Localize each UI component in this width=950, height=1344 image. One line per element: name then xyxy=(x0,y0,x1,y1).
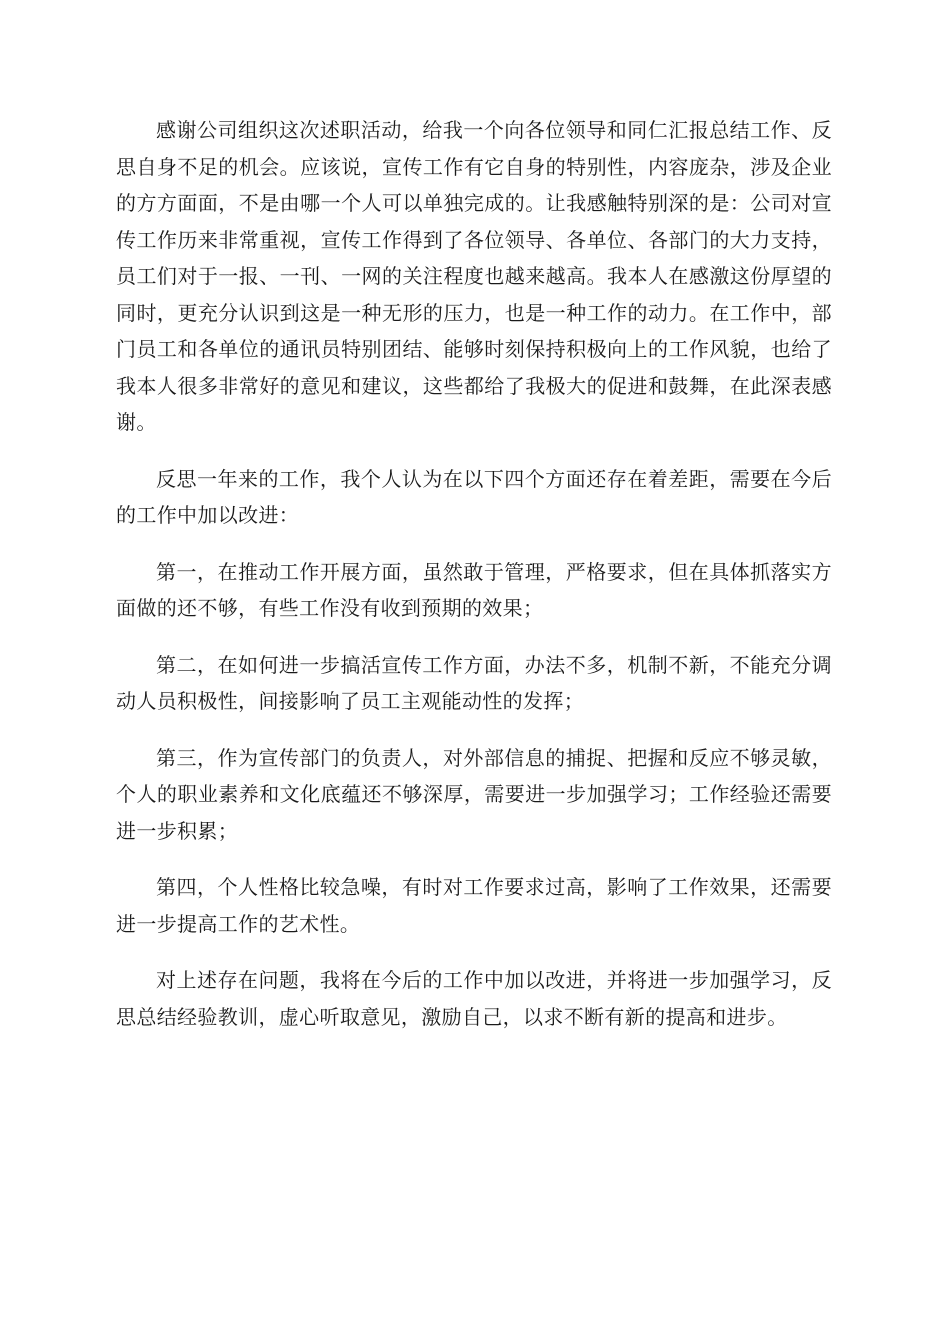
paragraph-gratitude: 感谢公司组织这次述职活动，给我一个向各位领导和同仁汇报总结工作、反思自身不足的机会。应该说，宣传工作有它自身的特别性，内容庞杂，涉及企业的方方面面，不是由哪一个人可以单独完成的。让我感触特别深的是：公司对宣传工作历来非常重视，宣传工作得到了各位领导、各单位、各部门的大力支持，员工们对于一报、一刊、一网的关注程度也越来越高。我本人在感激这份厚望的同时，更充分认识到这是一种无形的压力，也是一种工作的动力。在工作中，部门员工和各单位的通讯员特别团结、能够时刻保持积极向上的工作风貌，也给了我本人很多非常好的意见和建议，这些都给了我极大的促进和鼓舞，在此深表感谢。 xyxy=(116,118,832,434)
document-body xyxy=(116,112,832,1055)
paragraph-point-3: 第三，作为宣传部门的负责人，对外部信息的捕捉、把握和反应不够灵敏，个人的职业素养和文化底蕴还不够深厚，需要进一步加强学习；工作经验还需要进一步积累； xyxy=(116,745,832,843)
paragraph-point-4: 第四，个人性格比较急噪，有时对工作要求过高，影响了工作效果，还需要进一步提高工作的艺术性。 xyxy=(116,875,832,936)
paragraph-point-1: 第一，在推动工作开展方面，虽然敢于管理，严格要求，但在具体抓落实方面做的还不够，有些工作没有收到预期的效果； xyxy=(116,559,832,620)
paragraph-reflection-intro: 反思一年来的工作，我个人认为在以下四个方面还存在着差距，需要在今后的工作中加以改进： xyxy=(116,466,832,527)
paragraph-conclusion: 对上述存在问题，我将在今后的工作中加以改进，并将进一步加强学习，反思总结经验教训，虚心听取意见，激励自己，以求不断有新的提高和进步。 xyxy=(116,968,832,1029)
paragraph-point-2: 第二，在如何进一步搞活宣传工作方面，办法不多，机制不新，不能充分调动人员积极性，间接影响了员工主观能动性的发挥； xyxy=(116,652,832,713)
